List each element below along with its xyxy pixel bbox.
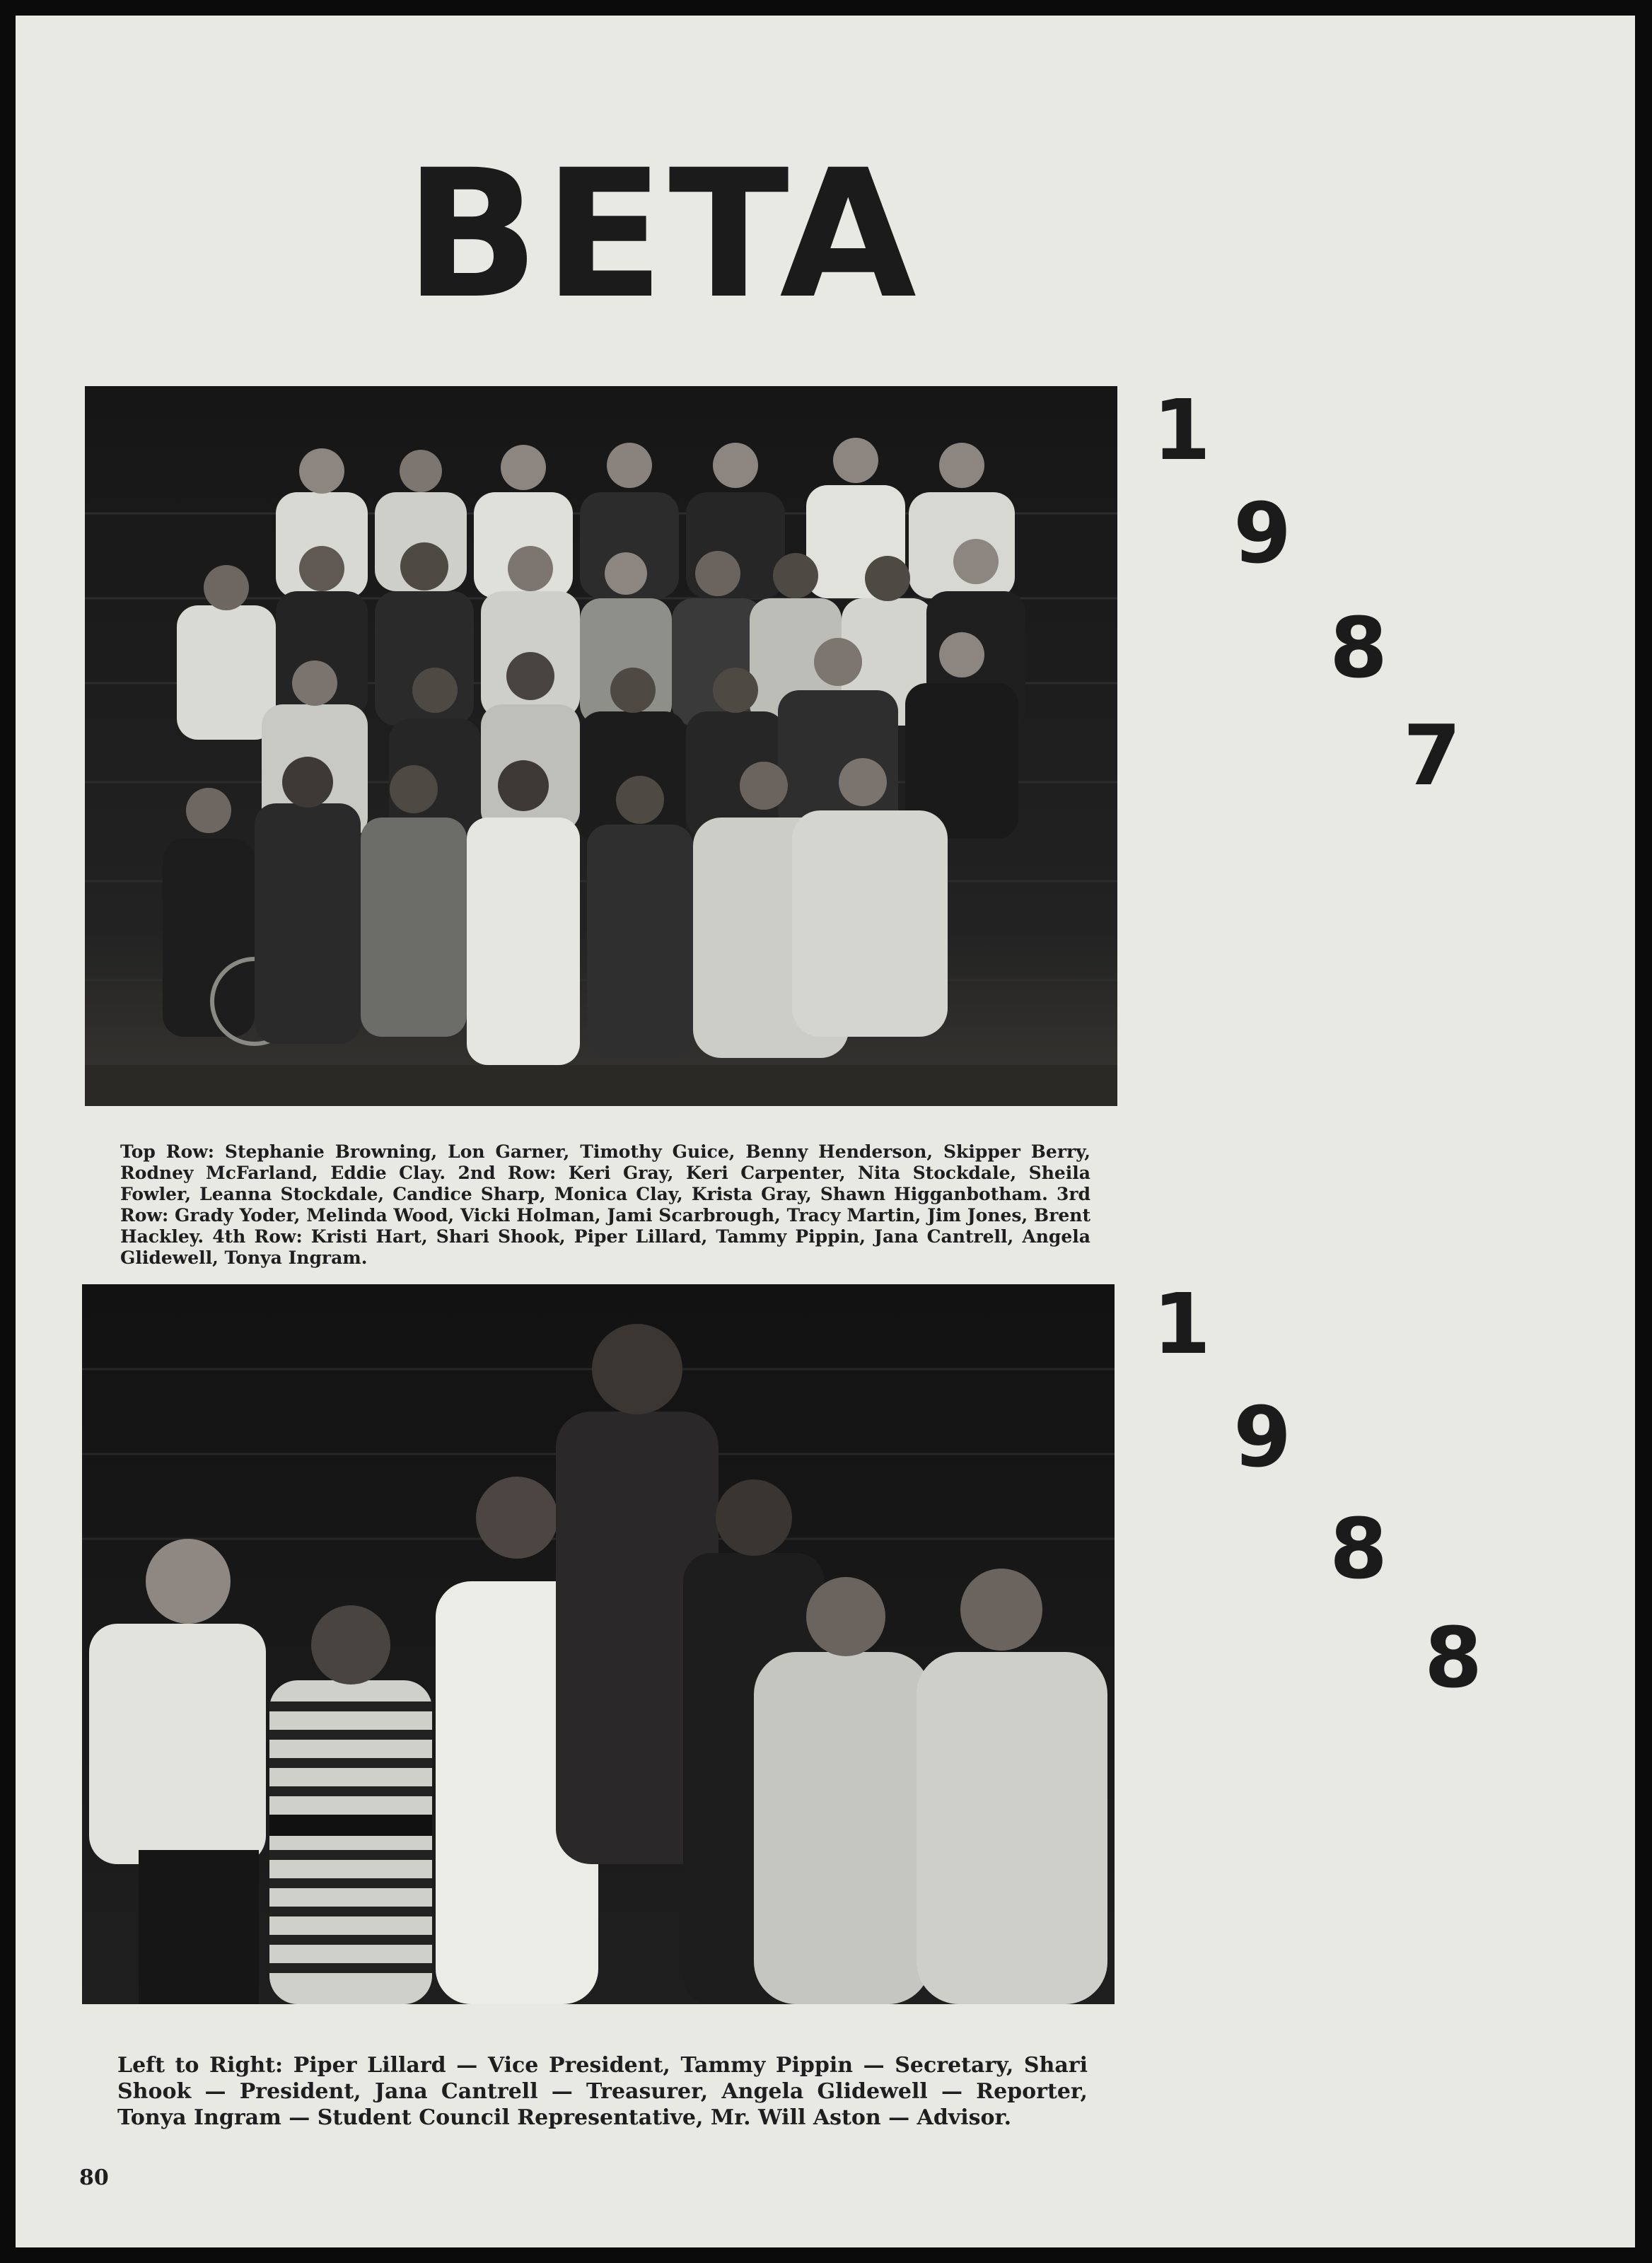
page-title: BETA bbox=[405, 132, 921, 337]
year-1987-digit-3: 8 bbox=[1330, 599, 1388, 697]
year-1988-digit-3: 8 bbox=[1330, 1500, 1388, 1598]
caption-1988: Left to Right: Piper Lillard — Vice President, Tammy Pippin — Secretary, Shari Shook — President, Jana Cantrell — Treasurer, Angela Glidewell — Reporter, Tonya Ingram — Student Council Representative, Mr. Will Aston — Advisor. bbox=[117, 2053, 1088, 2130]
year-1987-digit-1: 1 bbox=[1153, 381, 1211, 479]
group-photo-1987 bbox=[85, 386, 1117, 1106]
yearbook-page bbox=[16, 16, 1635, 2247]
caption-1987: Top Row: Stephanie Browning, Lon Garner, Timothy Guice, Benny Henderson, Skipper Berry, Rodney McFarland, Eddie Clay. 2nd Row: Keri Gray, Keri Carpenter, Nita Stockdale, Sheila Fowler, Leanna Stockdale, Candice Sharp, Monica Clay, Krista Gray, Shawn Higganbotham. 3rd Row: Grady Yoder, Melinda Wood, Vicki Holman, Jami Scarbrough, Tracy Martin, Jim Jones, Brent Hackley. 4th Row: Kristi Hart, Shari Shook, Piper Lillard, Tammy Pippin, Jana Cantrell, Angela Glidewell, Tonya Ingram. bbox=[120, 1141, 1090, 1268]
year-1988-digit-2: 9 bbox=[1233, 1388, 1292, 1486]
year-1987-digit-2: 9 bbox=[1233, 484, 1292, 582]
page-number: 80 bbox=[79, 2165, 109, 2190]
officers-photo-1988 bbox=[82, 1284, 1115, 2004]
year-1988-digit-1: 1 bbox=[1153, 1275, 1211, 1373]
year-1987-digit-4: 7 bbox=[1403, 706, 1462, 804]
year-1988-digit-4: 8 bbox=[1424, 1609, 1483, 1706]
